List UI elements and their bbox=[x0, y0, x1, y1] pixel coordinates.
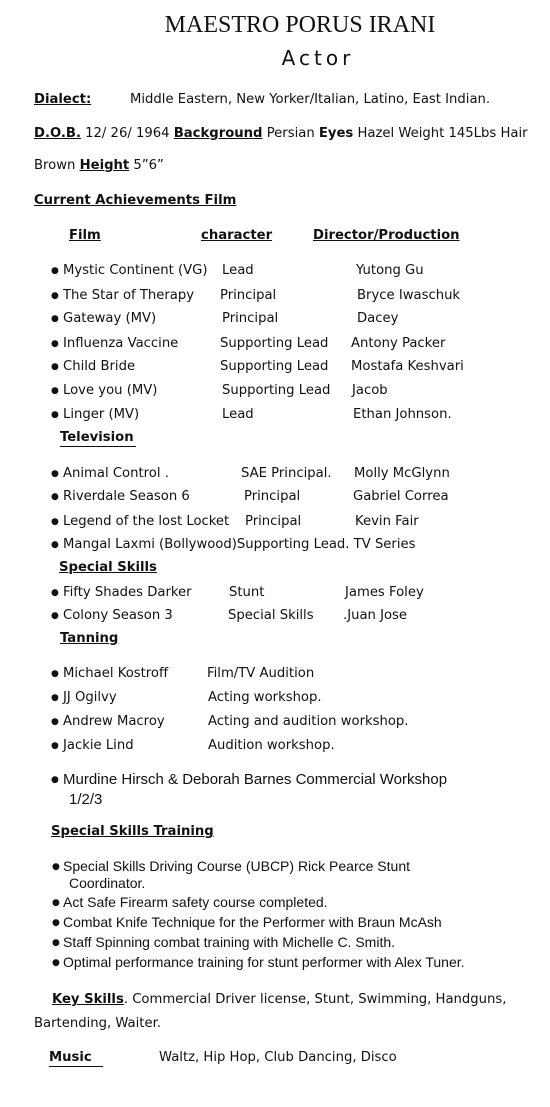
film-title: Gateway (MV) bbox=[63, 311, 157, 326]
skills-training-text-cont: Coordinator. bbox=[69, 875, 146, 891]
actor-name: MAESTRO PORUS IRANI bbox=[164, 12, 436, 38]
bio-line-2 bbox=[34, 158, 164, 173]
skill-role: Stunt bbox=[229, 585, 265, 600]
film-role: Supporting Lead bbox=[220, 359, 329, 374]
bullet-icon: ● bbox=[51, 741, 59, 751]
key-skills-value: . Commercial Driver license, Stunt, Swimming, Handguns, bbox=[123, 992, 507, 1007]
background-value: Persian bbox=[262, 126, 319, 141]
column-character: character bbox=[201, 228, 273, 243]
film-title: The Star of Therapy bbox=[63, 288, 195, 303]
bullet-icon: ● bbox=[52, 862, 60, 872]
film-director: Antony Packer bbox=[351, 336, 446, 351]
tv-role: SAE Principal. bbox=[241, 466, 332, 481]
key-skills-line-2: Bartending, Waiter. bbox=[34, 1016, 161, 1031]
training-desc: Acting workshop. bbox=[208, 690, 322, 705]
tv-role: Principal bbox=[245, 514, 302, 529]
tv-title: Riverdale Season 6 bbox=[63, 489, 190, 504]
training-heading: Tanning bbox=[60, 631, 119, 646]
bullet-icon: ● bbox=[51, 314, 59, 324]
television-heading bbox=[60, 430, 136, 447]
skills-training-heading: Special Skills Training bbox=[51, 824, 214, 839]
column-director: Director/Production bbox=[313, 228, 460, 243]
bullet-icon: ● bbox=[51, 540, 59, 550]
key-skills-label: Key Skills bbox=[52, 992, 124, 1007]
skill-title: Fifty Shades Darker bbox=[63, 585, 192, 600]
film-title: Influenza Vaccine bbox=[63, 336, 179, 351]
training-desc: Acting and audition workshop. bbox=[208, 714, 409, 729]
key-skills-line-1 bbox=[52, 992, 506, 1007]
tv-title: Animal Control . bbox=[63, 466, 169, 481]
workshop-line-2: 1/2/3 bbox=[69, 791, 103, 808]
skill-title: Colony Season 3 bbox=[63, 608, 173, 623]
skills-training-text: Special Skills Driving Course (UBCP) Rick Pearce Stunt bbox=[63, 858, 410, 874]
music-value: Waltz, Hip Hop, Club Dancing, Disco bbox=[159, 1050, 397, 1065]
background-label: Background bbox=[173, 126, 263, 141]
current-achievements-heading: Current Achievements Film bbox=[34, 193, 237, 208]
film-director: Jacob bbox=[352, 383, 388, 398]
dob-label: D.O.B. bbox=[34, 126, 81, 141]
training-desc: Audition workshop. bbox=[208, 738, 335, 753]
film-director: Mostafa Keshvari bbox=[351, 359, 464, 374]
tv-role: Principal bbox=[244, 489, 301, 504]
tv-director: Molly McGlynn bbox=[354, 466, 450, 481]
film-director: Yutong Gu bbox=[356, 263, 424, 278]
television-heading-text: Television bbox=[60, 430, 134, 445]
height-label: Height bbox=[79, 158, 130, 173]
bullet-icon: ● bbox=[52, 958, 60, 968]
bullet-icon: ● bbox=[51, 611, 59, 621]
skills-training-text: Staff Spinning combat training with Michelle C. Smith. bbox=[63, 934, 396, 950]
dialect-label: Dialect: bbox=[34, 92, 92, 107]
bullet-icon: ● bbox=[51, 410, 59, 420]
dialect-value: Middle Eastern, New Yorker/Italian, Latino, East Indian. bbox=[130, 92, 491, 107]
bullet-icon: ● bbox=[51, 386, 59, 396]
actor-role: Actor bbox=[281, 46, 355, 70]
skills-training-text: Combat Knife Technique for the Performer with Braun McAsh bbox=[63, 914, 442, 930]
bullet-icon: ● bbox=[51, 469, 59, 479]
film-title: Mystic Continent (VG) bbox=[63, 263, 208, 278]
skills-training-text: Optimal performance training for stunt performer with Alex Tuner. bbox=[63, 954, 465, 970]
height-value: 5”6” bbox=[129, 158, 164, 173]
skill-role: Special Skills bbox=[228, 608, 314, 623]
bullet-icon: ● bbox=[51, 362, 59, 372]
film-role: Principal bbox=[222, 311, 279, 326]
column-film: Film bbox=[69, 228, 101, 243]
hair-value: Brown bbox=[34, 158, 80, 173]
workshop-line-1: Murdine Hirsch & Deborah Barnes Commercial Workshop bbox=[63, 771, 448, 788]
tv-director: Kevin Fair bbox=[355, 514, 419, 529]
trainer-name: JJ Ogilvy bbox=[63, 690, 117, 705]
bullet-icon: ● bbox=[52, 938, 60, 948]
skill-director: .Juan Jose bbox=[343, 608, 408, 623]
music-label bbox=[49, 1050, 103, 1067]
bullet-icon: ● bbox=[51, 717, 59, 727]
bullet-icon: ● bbox=[52, 898, 60, 908]
bio-line-1 bbox=[34, 126, 528, 141]
skill-director: James Foley bbox=[345, 585, 424, 600]
film-role: Lead bbox=[222, 263, 254, 278]
bullet-icon: ● bbox=[51, 339, 59, 349]
film-director: Dacey bbox=[357, 311, 399, 326]
bullet-icon: ● bbox=[51, 266, 59, 276]
film-title: Love you (MV) bbox=[63, 383, 158, 398]
eyes-value: Hazel Weight 145Lbs Hair bbox=[353, 126, 528, 141]
tv-title: Legend of the lost Locket bbox=[63, 514, 230, 529]
music-label-text: Music bbox=[49, 1050, 92, 1065]
tv-mangal-laxmi: Mangal Laxmi (Bollywood)Supporting Lead. TV Series bbox=[63, 537, 416, 552]
film-role: Supporting Lead bbox=[220, 336, 329, 351]
bullet-icon: ● bbox=[51, 492, 59, 502]
film-title: Child Bride bbox=[63, 359, 136, 374]
training-desc: Film/TV Audition bbox=[207, 666, 315, 681]
eyes-label: Eyes bbox=[318, 126, 354, 141]
bullet-icon: ● bbox=[51, 517, 59, 527]
film-director: Ethan Johnson. bbox=[353, 407, 452, 422]
film-role: Supporting Lead bbox=[222, 383, 331, 398]
film-role: Principal bbox=[220, 288, 277, 303]
bullet-icon: ● bbox=[51, 669, 59, 679]
dob-value: 12/ 26/ 1964 bbox=[80, 126, 174, 141]
bullet-icon: ● bbox=[51, 291, 59, 301]
trainer-name: Andrew Macroy bbox=[63, 714, 165, 729]
film-role: Lead bbox=[222, 407, 254, 422]
film-title: Linger (MV) bbox=[63, 407, 140, 422]
skills-training-text: Act Safe Firearm safety course completed. bbox=[63, 894, 328, 910]
special-skills-heading: Special Skills bbox=[59, 560, 157, 575]
film-director: Bryce Iwaschuk bbox=[357, 288, 461, 303]
bullet-icon: ● bbox=[51, 693, 59, 703]
bullet-icon: ● bbox=[51, 588, 59, 598]
trainer-name: Jackie Lind bbox=[63, 738, 134, 753]
trainer-name: Michael Kostroff bbox=[63, 666, 169, 681]
bullet-icon: ● bbox=[51, 775, 59, 785]
bullet-icon: ● bbox=[52, 918, 60, 928]
tv-director: Gabriel Correa bbox=[353, 489, 449, 504]
